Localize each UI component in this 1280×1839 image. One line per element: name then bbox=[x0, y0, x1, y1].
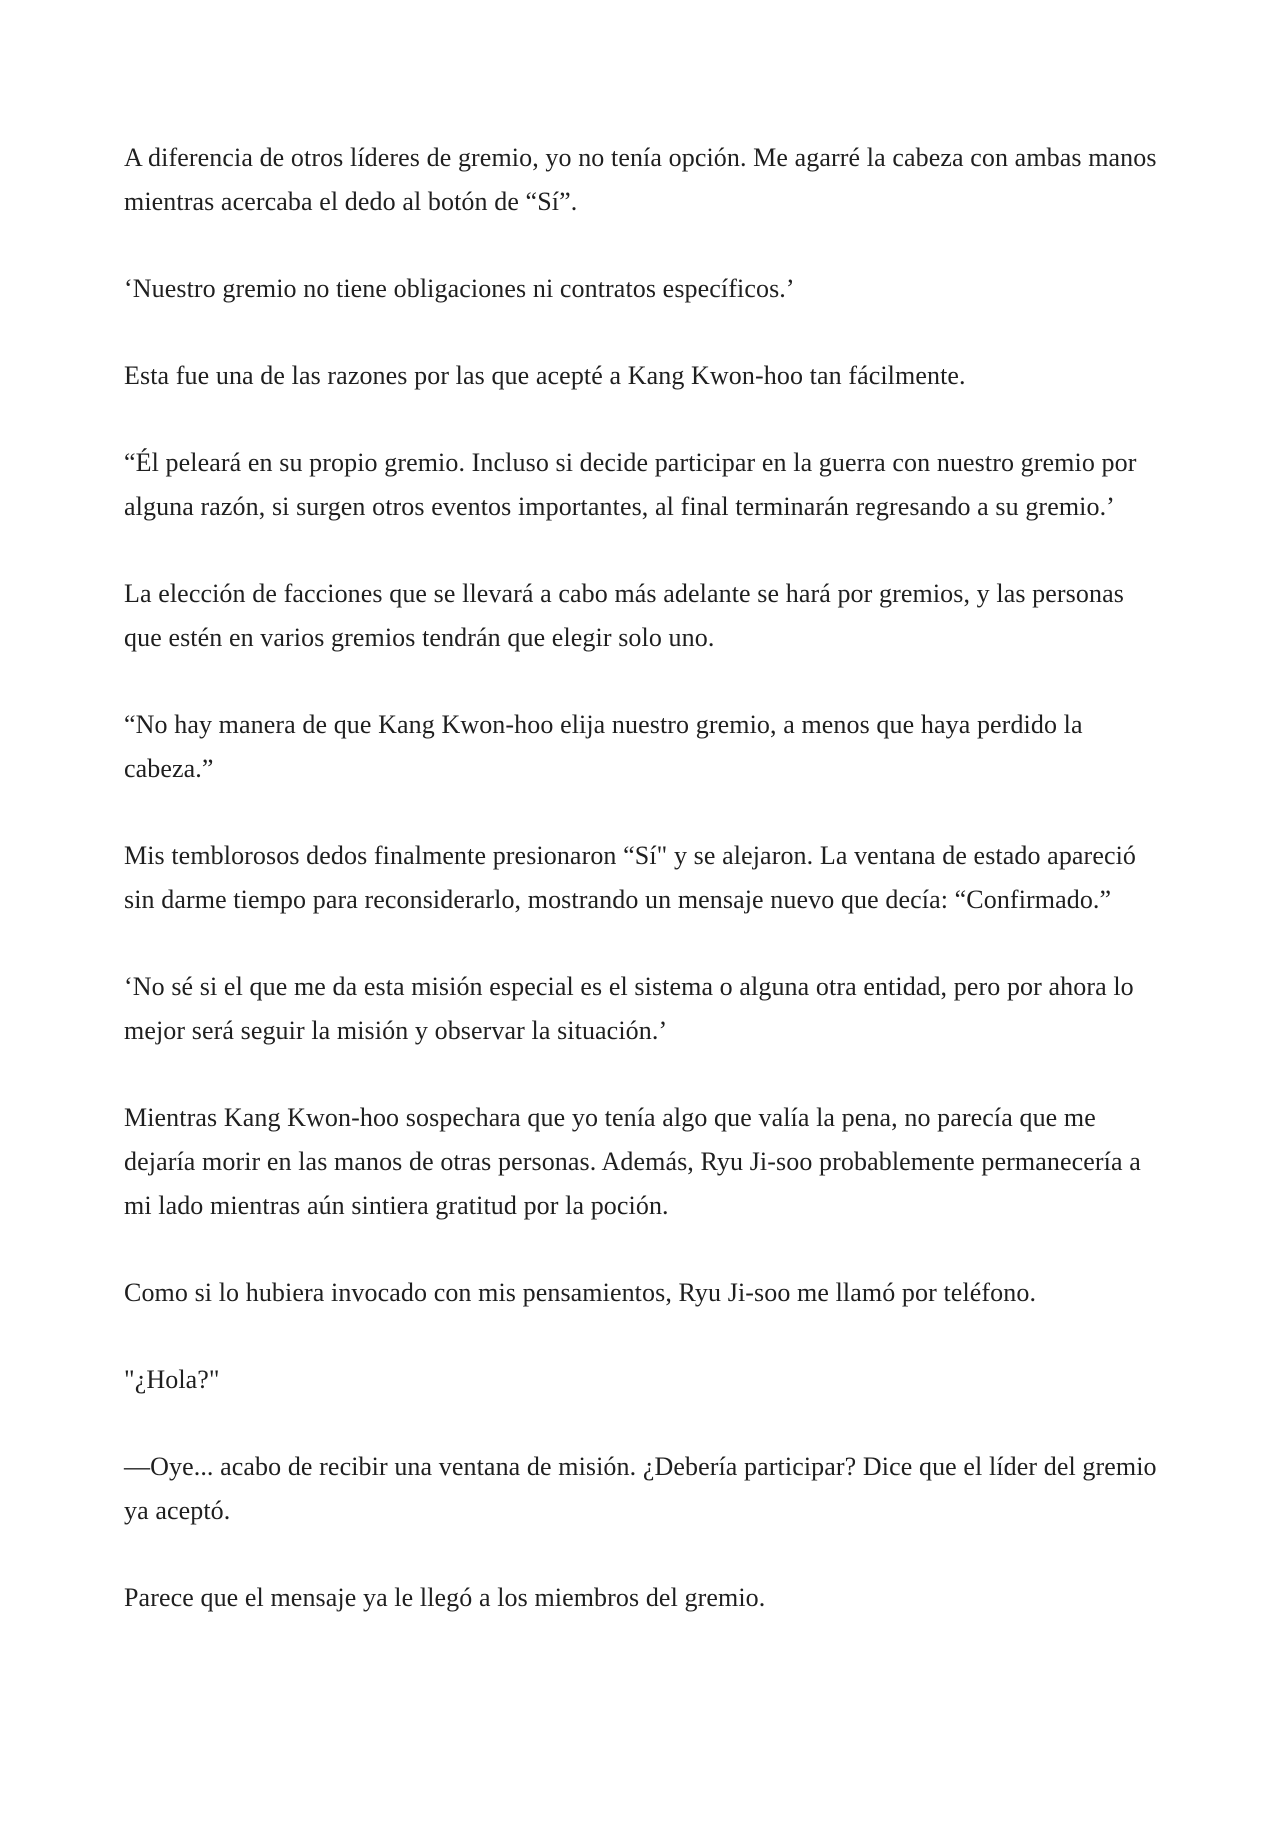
paragraph: “Él peleará en su propio gremio. Incluso si decide participar en la guerra con nuestro gremio por alguna razón, si surgen otros eventos importantes, al final terminarán regresando a su gremio.’ bbox=[124, 448, 1137, 521]
paragraph: Como si lo hubiera invocado con mis pensamientos, Ryu Ji-soo me llamó por teléfono. bbox=[124, 1278, 1037, 1307]
paragraph: A diferencia de otros líderes de gremio, yo no tenía opción. Me agarré la cabeza con ambas manos mientras acercaba el dedo al botón de “Sí”. bbox=[124, 143, 1157, 216]
paragraph: "¿Hola?" bbox=[124, 1365, 220, 1394]
paragraph: La elección de facciones que se llevará a cabo más adelante se hará por gremios, y las personas que estén en varios gremios tendrán que elegir solo uno. bbox=[124, 579, 1124, 652]
paragraph: Parece que el mensaje ya le llegó a los miembros del gremio. bbox=[124, 1583, 766, 1612]
document-body bbox=[124, 136, 1164, 1663]
paragraph: Mientras Kang Kwon-hoo sospechara que yo tenía algo que valía la pena, no parecía que me dejaría morir en las manos de otras personas. Además, Ryu Ji-soo probablemente permanecería a mi lado mientras aún sintiera gratitud por la poción. bbox=[124, 1103, 1141, 1220]
paragraph: ‘No sé si el que me da esta misión especial es el sistema o alguna otra entidad, pero por ahora lo mejor será seguir la misión y observar la situación.’ bbox=[124, 972, 1134, 1045]
paragraph: Mis temblorosos dedos finalmente presionaron “Sí" y se alejaron. La ventana de estado apareció sin darme tiempo para reconsiderarlo, mostrando un mensaje nuevo que decía: “Confirmado.” bbox=[124, 841, 1137, 914]
paragraph: “No hay manera de que Kang Kwon-hoo elija nuestro gremio, a menos que haya perdido la cabeza.” bbox=[124, 710, 1083, 783]
paragraph: —Oye... acabo de recibir una ventana de misión. ¿Debería participar? Dice que el líder del gremio ya aceptó. bbox=[124, 1452, 1157, 1525]
paragraph: Esta fue una de las razones por las que acepté a Kang Kwon-hoo tan fácilmente. bbox=[124, 361, 966, 390]
paragraph: ‘Nuestro gremio no tiene obligaciones ni contratos específicos.’ bbox=[124, 274, 795, 303]
